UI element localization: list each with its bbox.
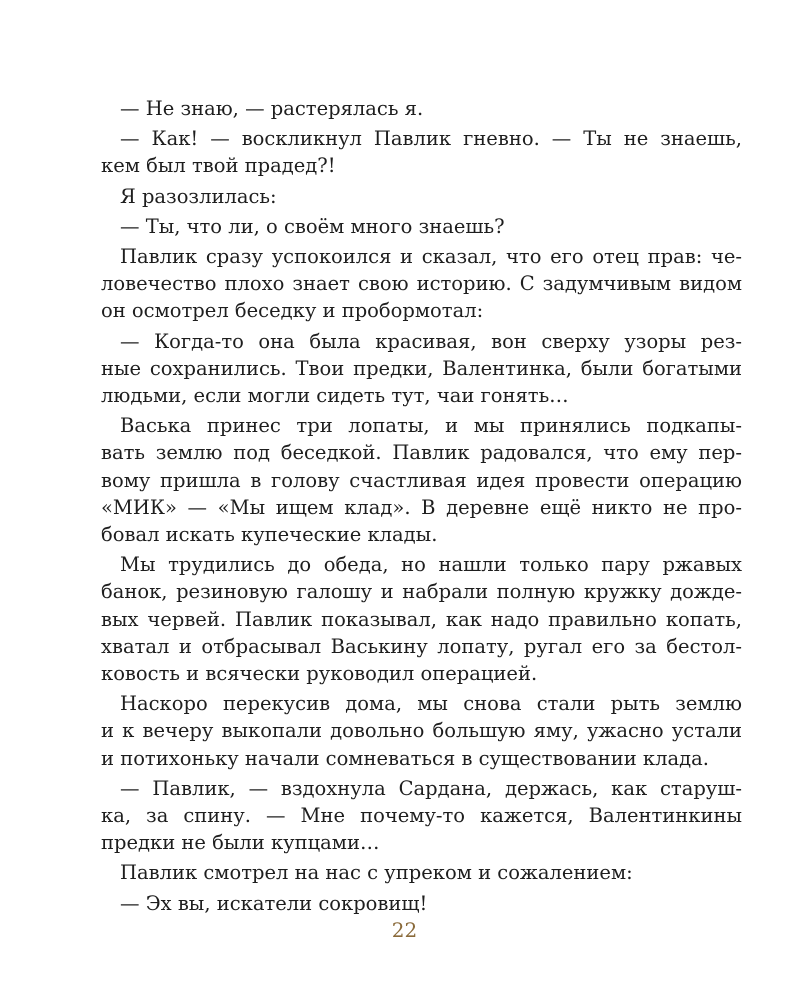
paragraph	[101, 690, 742, 772]
paragraph	[101, 213, 742, 240]
text-line: людьми, если могли сидеть тут, чаи гонять…	[101, 384, 569, 408]
text-line: Васька принес три лопаты, и мы принялись подкапы-	[120, 414, 742, 438]
paragraph	[101, 551, 742, 687]
text-line: он осмотрел беседку и пробормотал:	[101, 299, 484, 323]
text-line: — Когда-то она была красивая, вон сверху узоры рез-	[120, 329, 742, 353]
text-line: — Эх вы, искатели сокровищ!	[120, 891, 428, 915]
paragraph	[101, 890, 742, 917]
paragraph	[101, 859, 742, 886]
text-line: кем был твой прадед?!	[101, 154, 336, 178]
text-line: Павлик сразу успокоился и сказал, что его отец прав: че-	[120, 245, 742, 269]
text-line: и потихоньку начали сомневаться в существовании клада.	[101, 746, 709, 770]
text-line: вых червей. Павлик показывал, как надо правильно копать,	[101, 607, 742, 631]
text-line: вать землю под беседкой. Павлик радовался, что ему пер-	[101, 441, 742, 465]
paragraph	[101, 243, 742, 325]
text-line: ные сохранились. Твои предки, Валентинка, были богатыми	[101, 356, 742, 380]
text-line: предки не были купцами…	[101, 831, 380, 855]
text-line: Я разозлилась:	[120, 184, 277, 208]
paragraph	[101, 95, 742, 122]
text-line: банок, резиновую галошу и набрали полную кружку дожде-	[101, 580, 742, 604]
paragraph	[101, 412, 742, 548]
text-line: бовал искать купеческие клады.	[101, 523, 438, 547]
text-line: ковость и всячески руководил операцией.	[101, 662, 538, 686]
paragraph	[101, 125, 742, 179]
text-line: Наскоро перекусив дома, мы снова стали рыть землю	[120, 692, 742, 716]
text-line: Мы трудились до обеда, но нашли только пару ржавых	[120, 553, 742, 577]
text-line: ка, за спину. — Мне почему-то кажется, Валентинкины	[101, 804, 742, 828]
paragraph	[101, 328, 742, 410]
text-line: вому пришла в голову счастливая идея провести операцию	[101, 468, 742, 492]
text-line: — Как! — воскликнул Павлик гневно. — Ты не знаешь,	[120, 127, 742, 151]
paragraph	[101, 183, 742, 210]
body-text	[101, 95, 742, 920]
paragraph	[101, 775, 742, 857]
text-line: — Ты, что ли, о своём много знаешь?	[120, 214, 505, 238]
text-line: «МИК» — «Мы ищем клад». В деревне ещё никто не про-	[101, 495, 742, 519]
text-line: — Павлик, — вздохнула Сардана, держась, как старуш-	[120, 776, 742, 800]
text-line: и к вечеру выкопали довольно большую яму, ужасно устали	[101, 719, 742, 743]
text-line: хватал и отбрасывал Васькину лопату, ругал его за бестол-	[101, 634, 742, 658]
text-line: Павлик смотрел на нас с упреком и сожалением:	[120, 861, 633, 885]
page-number: 22	[391, 918, 418, 942]
text-line: — Не знаю, — растерялась я.	[120, 97, 424, 120]
text-line: ловечество плохо знает свою историю. С задумчивым видом	[101, 272, 742, 296]
